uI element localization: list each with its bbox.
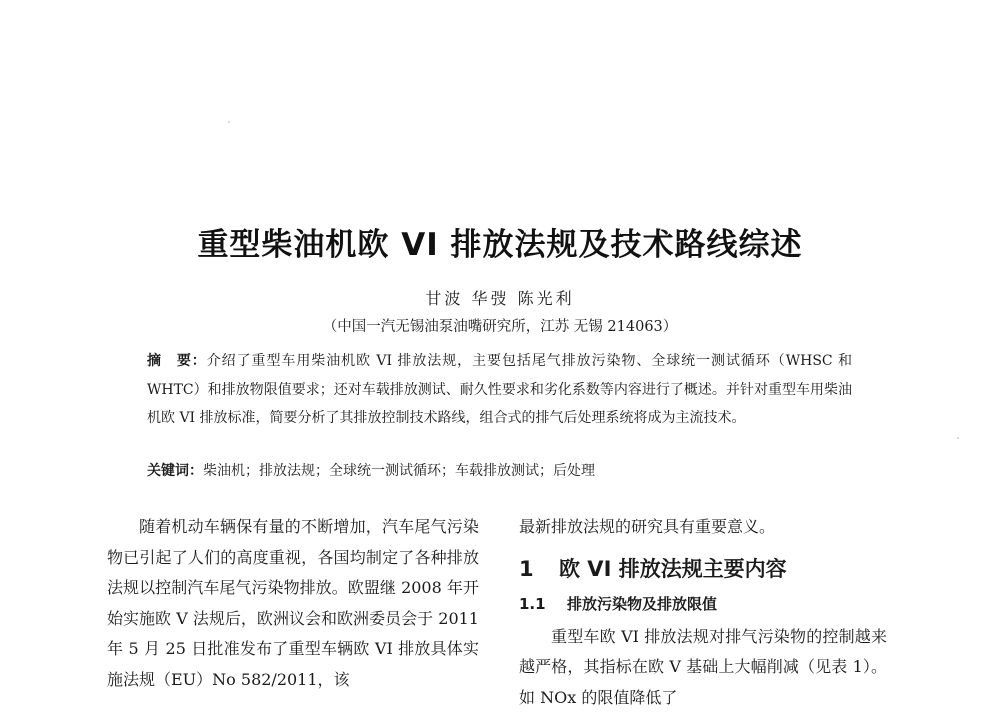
subsection-heading-1-1 (519, 590, 887, 618)
author-list: 甘波 华弢 陈光利 (425, 289, 575, 308)
subsection-number: 1.1 (519, 594, 546, 613)
affiliation: （中国一汽无锡油泵油嘴研究所，江苏 无锡 214063） (322, 319, 678, 335)
left-column (107, 512, 479, 695)
abstract-text: 介绍了重型车用柴油机欧 VI 排放法规，主要包括尾气排放污染物、全球统一测试循环（WHSC 和 WHTC）和排放物限值要求；还对车载排放测试、耐久性要求和劣化系数等内容进行了概述。并针对重型车用柴油机欧 VI 排放标准，简要分析了其排放控制技术路线，组合式的排气后处理系统将成为主流技术。 (147, 353, 853, 426)
section-heading-1 (519, 554, 887, 584)
section-number: 1 (519, 556, 534, 581)
intro-paragraph: 随着机动车辆保有量的不断增加，汽车尾气污染物已引起了人们的高度重视，各国均制定了各种排放法规以控制汽车尾气污染物排放。欧盟继 2008 年开始实施欧 V 法规后，欧洲议会和欧洲委员会于 2011 年 5 月 25 日批准发布了重型车辆欧 VI 排放具体实施法规（EU）No 582/2011，该 (107, 517, 479, 689)
keywords-text: 柴油机；排放法规；全球统一测试循环；车载排放测试；后处理 (203, 463, 595, 479)
abstract (147, 347, 852, 433)
subsection-title: 排放污染物及排放限值 (567, 594, 718, 613)
scan-speck (228, 121, 230, 123)
scan-speck (957, 437, 959, 439)
keywords-label: 关键词： (147, 463, 203, 479)
abstract-label: 摘 要： (147, 353, 207, 369)
section-title: 欧 VI 排放法规主要内容 (559, 556, 787, 581)
continuation-text: 最新排放法规的研究具有重要意义。 (519, 517, 776, 536)
section-paragraph: 重型车欧 VI 排放法规对排气污染物的控制越来越严格，其指标在欧 V 基础上大幅削减（见表 1）。如 NOx 的限值降低了 (519, 626, 887, 707)
right-column (519, 512, 887, 713)
keywords (147, 459, 852, 483)
paper-title: 重型柴油机欧 VI 排放法规及技术路线综述 (197, 227, 803, 263)
